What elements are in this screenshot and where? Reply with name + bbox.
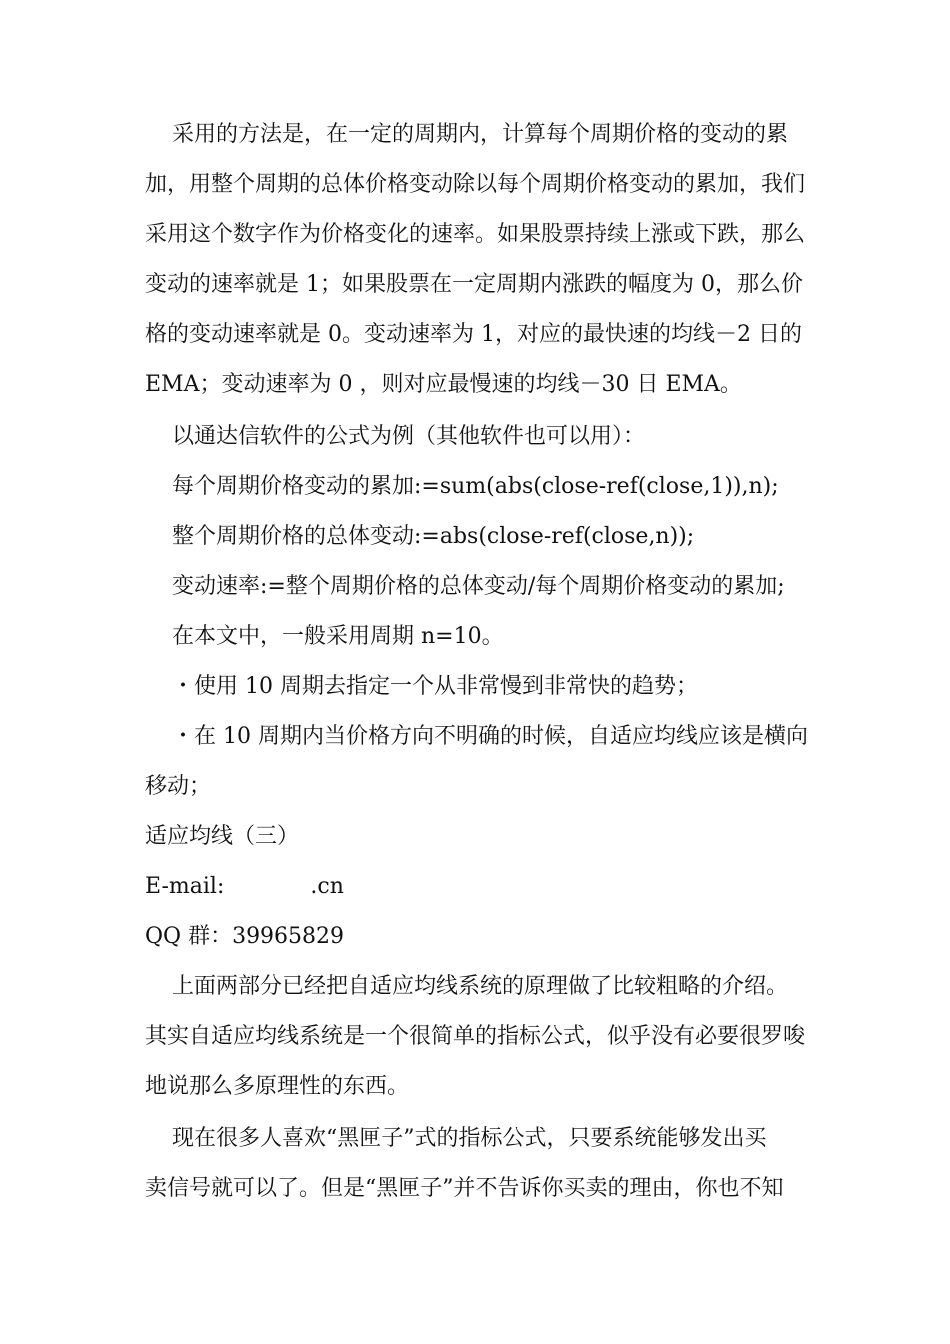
- paragraph-1-line-2: 加，用整个周期的总体价格变动除以每个周期价格变动的累加，我们: [145, 172, 806, 197]
- email-line: [145, 872, 344, 902]
- paragraph-2-line-1: 上面两部分已经把自适应均线系统的原理做了比较粗略的介绍。: [172, 974, 789, 999]
- paragraph-1-line-5: 格的变动速率就是 0。变动速率为 1，对应的最快速的均线－2 日的: [145, 322, 802, 347]
- paragraph-3-line-1: 现在很多人喜欢“黑匣子”式的指标公式，只要系统能够发出买: [172, 1126, 767, 1151]
- bullet-1: ・使用 10 周期去指定一个从非常慢到非常快的趋势；: [172, 674, 698, 699]
- paragraph-1-line-3: 采用这个数字作为价格变化的速率。如果股票持续上涨或下跌，那么: [145, 222, 806, 247]
- formula-2: 整个周期价格的总体变动:=abs(close-ref(close,n));: [172, 524, 695, 549]
- paragraph-1-line-6: EMA；变动速率为 0 ，则对应最慢速的均线－30 日 EMA。: [145, 372, 742, 397]
- email-domain: .cn: [310, 874, 344, 899]
- paragraph-2-line-3: 地说那么多原理性的东西。: [145, 1074, 410, 1099]
- formula-1: 每个周期价格变动的累加:=sum(abs(close-ref(close,1)),n);: [172, 474, 779, 499]
- formula-intro: 以通达信软件的公式为例（其他软件也可以用）：: [172, 424, 646, 449]
- qq-group: QQ 群：39965829: [145, 924, 345, 949]
- formula-3: 变动速率:=整个周期价格的总体变动/每个周期价格变动的累加;: [172, 574, 785, 599]
- section-title: 适应均线（三）: [145, 824, 300, 849]
- paragraph-1-line-1: 采用的方法是，在一定的周期内，计算每个周期价格的变动的累: [172, 122, 789, 147]
- paragraph-3-line-2: 卖信号就可以了。但是“黑匣子”并不告诉你买卖的理由，你也不知: [145, 1176, 784, 1201]
- period-note: 在本文中，一般采用周期 n=10。: [172, 624, 504, 649]
- paragraph-1-line-4: 变动的速率就是 1；如果股票在一定周期内涨跌的幅度为 0，那么价: [145, 272, 803, 297]
- bullet-2-line-1: ・在 10 周期内当价格方向不明确的时候，自适应均线应该是横向: [172, 724, 808, 749]
- bullet-2-line-2: 移动；: [145, 774, 212, 799]
- paragraph-2-line-2: 其实自适应均线系统是一个很简单的指标公式，似乎没有必要很罗唆: [145, 1024, 806, 1049]
- email-label: E-mail:: [145, 874, 225, 899]
